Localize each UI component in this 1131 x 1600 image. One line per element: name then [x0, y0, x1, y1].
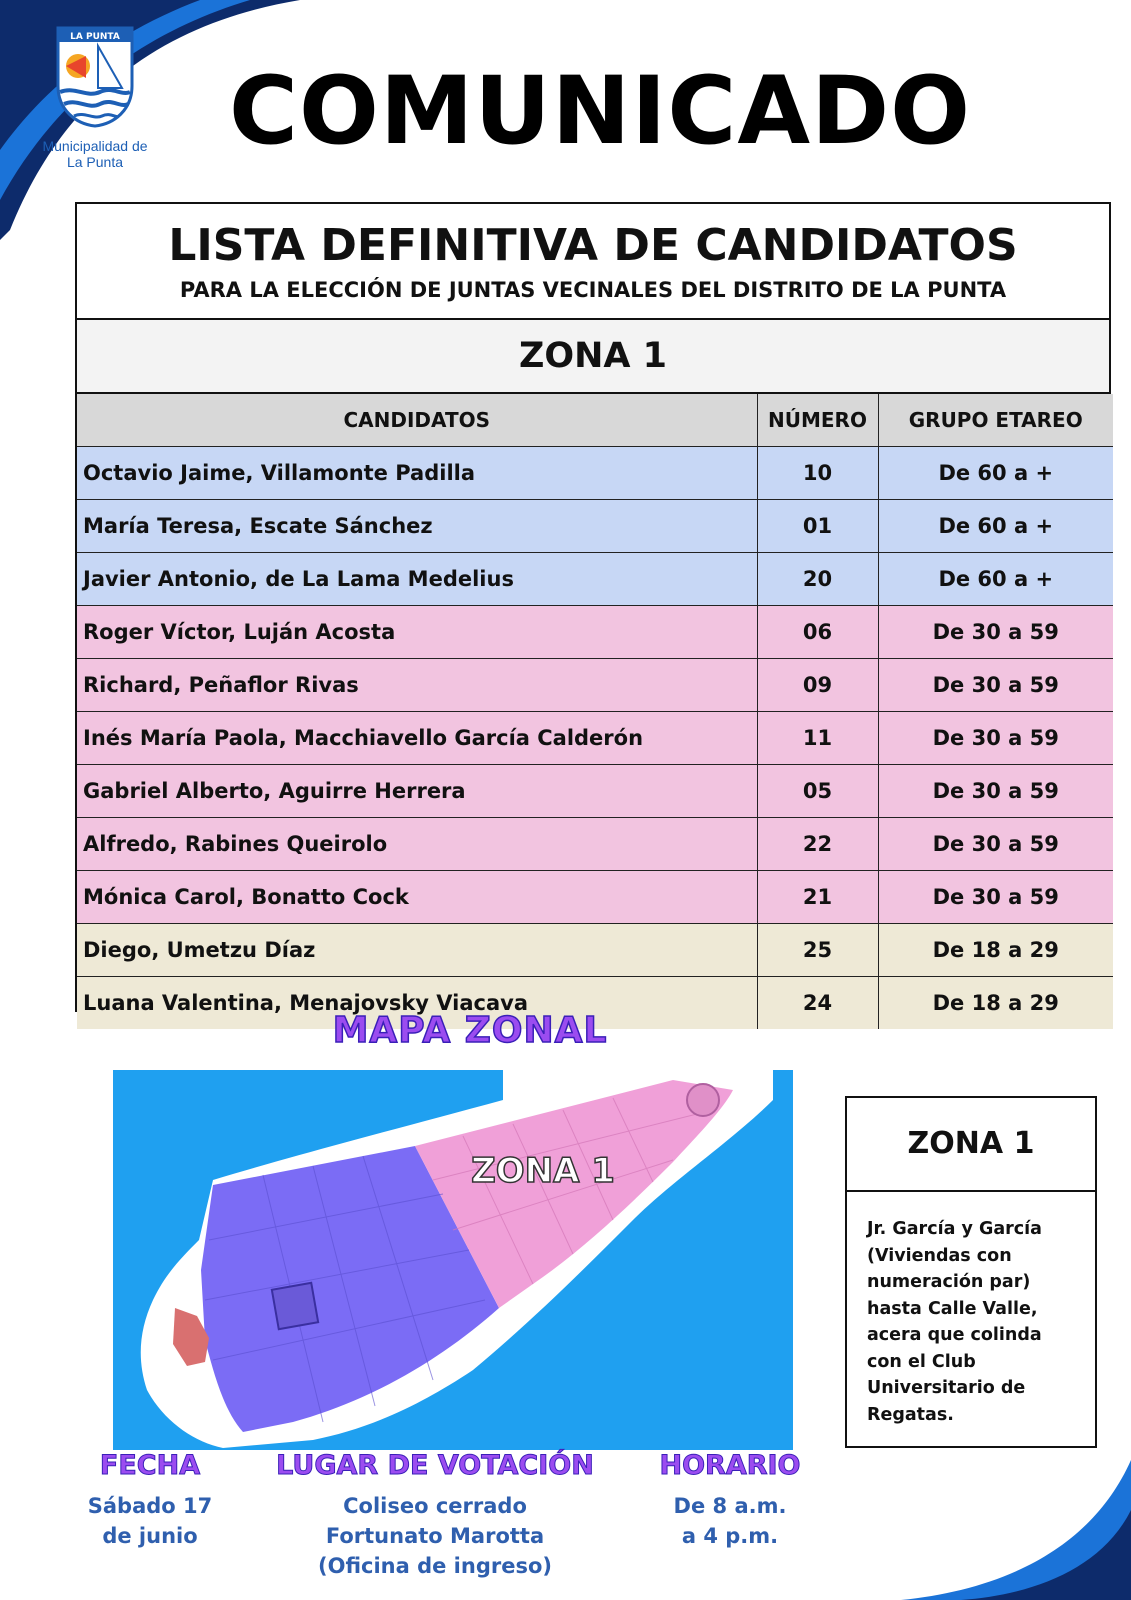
- zone-heading: ZONA 1: [77, 320, 1109, 394]
- map-roundabout: [687, 1084, 719, 1116]
- candidate-name: Javier Antonio, de La Lama Medelius: [77, 553, 757, 606]
- map-title: MAPA ZONAL: [332, 1010, 608, 1051]
- logo-badge: LA PUNTA: [70, 32, 120, 42]
- candidate-age-group: De 18 a 29: [878, 924, 1113, 977]
- candidate-name: Octavio Jaime, Villamonte Padilla: [77, 447, 757, 500]
- table-row: [77, 924, 1113, 977]
- candidate-name: Luana Valentina, Menajovsky Viacava: [77, 977, 757, 1030]
- candidate-age-group: De 30 a 59: [878, 606, 1113, 659]
- logo-caption-line2: La Punta: [66, 154, 124, 170]
- candidate-number: 10: [757, 447, 878, 500]
- place-label: LUGAR DE VOTACIÓN: [276, 1450, 594, 1481]
- candidate-number: 09: [757, 659, 878, 712]
- time-label: HORARIO: [659, 1450, 801, 1481]
- candidate-number: 21: [757, 871, 878, 924]
- candidate-table: [77, 394, 1113, 1029]
- candidate-number: 06: [757, 606, 878, 659]
- candidate-name: Diego, Umetzu Díaz: [77, 924, 757, 977]
- time-info: [640, 1450, 820, 1551]
- candidate-age-group: De 60 a +: [878, 447, 1113, 500]
- list-subtitle: PARA LA ELECCIÓN DE JUNTAS VECINALES DEL DISTRITO DE LA PUNTA: [179, 278, 1007, 302]
- page-title: COMUNICADO: [228, 57, 972, 166]
- header-candidates: CANDIDATOS: [77, 394, 757, 447]
- candidate-age-group: De 30 a 59: [878, 659, 1113, 712]
- candidate-name: Roger Víctor, Luján Acosta: [77, 606, 757, 659]
- map-plaza: [272, 1283, 318, 1329]
- table-row: [77, 553, 1113, 606]
- zone-description-box: [845, 1096, 1097, 1448]
- place-line3: (Oficina de ingreso): [318, 1554, 552, 1578]
- candidate-number: 22: [757, 818, 878, 871]
- logo-caption: [36, 138, 154, 170]
- candidate-name: María Teresa, Escate Sánchez: [77, 500, 757, 553]
- table-row: [77, 712, 1113, 765]
- table-row: [77, 765, 1113, 818]
- zone-box-title: ZONA 1: [847, 1098, 1095, 1192]
- candidate-name: Gabriel Alberto, Aguirre Herrera: [77, 765, 757, 818]
- date-line1: Sábado 17: [87, 1494, 213, 1518]
- candidate-name: Richard, Peñaflor Rivas: [77, 659, 757, 712]
- map-zone-label: ZONA 1: [471, 1151, 615, 1191]
- time-line2: a 4 p.m.: [681, 1524, 779, 1548]
- date-line2: de junio: [102, 1524, 198, 1548]
- table-row: [77, 447, 1113, 500]
- table-header-row: [77, 394, 1113, 447]
- candidate-number: 05: [757, 765, 878, 818]
- candidate-list: [75, 202, 1111, 1015]
- candidate-age-group: De 60 a +: [878, 500, 1113, 553]
- zone-map: [113, 1070, 793, 1450]
- date-info: [80, 1450, 220, 1551]
- place-info: [265, 1450, 605, 1581]
- candidate-number: 20: [757, 553, 878, 606]
- candidate-age-group: De 60 a +: [878, 553, 1113, 606]
- date-label: FECHA: [99, 1450, 201, 1481]
- logo-caption-line1: Municipalidad de: [42, 138, 148, 154]
- candidate-name: Alfredo, Rabines Queirolo: [77, 818, 757, 871]
- zone-box-description: Jr. García y García (Viviendas con numeración par) hasta Calle Valle, acera que colinda con el Club Universitario de Regatas.: [867, 1219, 1042, 1425]
- shield-icon: [56, 26, 134, 128]
- candidate-age-group: De 30 a 59: [878, 871, 1113, 924]
- header-age-group: GRUPO ETAREO: [878, 394, 1113, 447]
- candidate-name: Inés María Paola, Macchiavello García Calderón: [77, 712, 757, 765]
- table-row: [77, 871, 1113, 924]
- municipality-logo: [36, 26, 154, 176]
- list-header: [77, 204, 1109, 320]
- candidate-number: 11: [757, 712, 878, 765]
- place-line1: Coliseo cerrado: [343, 1494, 527, 1518]
- candidate-name: Mónica Carol, Bonatto Cock: [77, 871, 757, 924]
- header-number: NÚMERO: [757, 394, 878, 447]
- candidate-age-group: De 18 a 29: [878, 977, 1113, 1030]
- table-row: [77, 818, 1113, 871]
- candidate-number: 01: [757, 500, 878, 553]
- candidate-age-group: De 30 a 59: [878, 765, 1113, 818]
- list-title: LISTA DEFINITIVA DE CANDIDATOS: [168, 220, 1018, 271]
- candidate-number: 24: [757, 977, 878, 1030]
- time-line1: De 8 a.m.: [673, 1494, 787, 1518]
- candidate-age-group: De 30 a 59: [878, 818, 1113, 871]
- table-row: [77, 606, 1113, 659]
- place-line2: Fortunato Marotta: [325, 1524, 545, 1548]
- candidate-age-group: De 30 a 59: [878, 712, 1113, 765]
- table-row: [77, 500, 1113, 553]
- candidate-number: 25: [757, 924, 878, 977]
- table-row: [77, 659, 1113, 712]
